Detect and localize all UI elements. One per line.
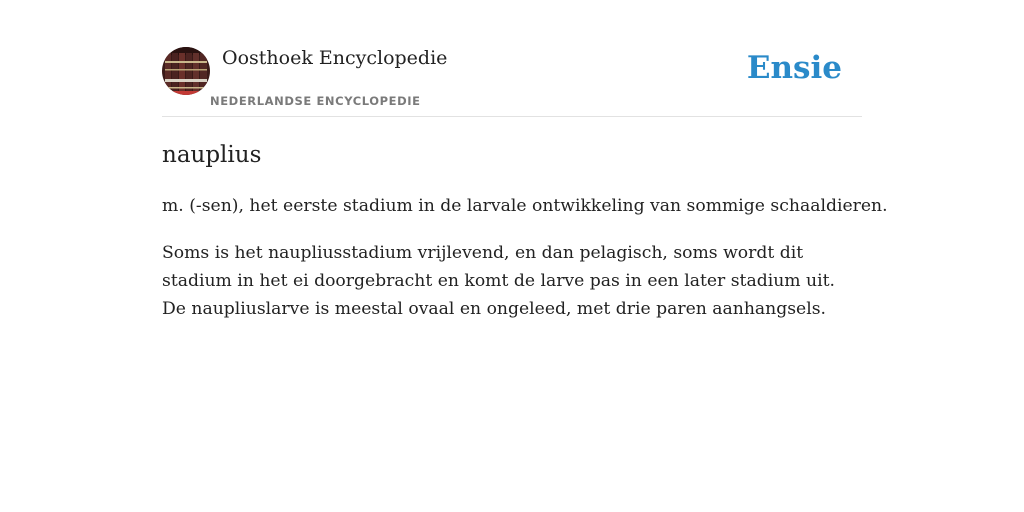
entry-description: Soms is het naupliusstadium vrijlevend, en dan pelagisch, soms wordt dit stadium in het ei doorgebracht en komt de larve pas in een later stadium uit. De naupliuslarve is meestal ovaal en ongeleed, met drie paren aanhangsels. — [162, 243, 835, 319]
site-title[interactable]: Oosthoek Encyclopedie — [222, 47, 448, 69]
entry-title: nauplius — [162, 142, 262, 168]
site-header — [162, 0, 862, 117]
entry-definition: m. (-sen), het eerste stadium in de larvale ontwikkeling van sommige schaaldieren. — [162, 196, 888, 216]
site-subtitle: NEDERLANDSE ENCYCLOPEDIE — [210, 94, 421, 108]
encyclopedia-books-icon — [162, 47, 210, 95]
brand-logo-link[interactable]: Ensie — [746, 50, 842, 86]
page-container — [162, 0, 888, 512]
avatar[interactable] — [162, 47, 210, 95]
